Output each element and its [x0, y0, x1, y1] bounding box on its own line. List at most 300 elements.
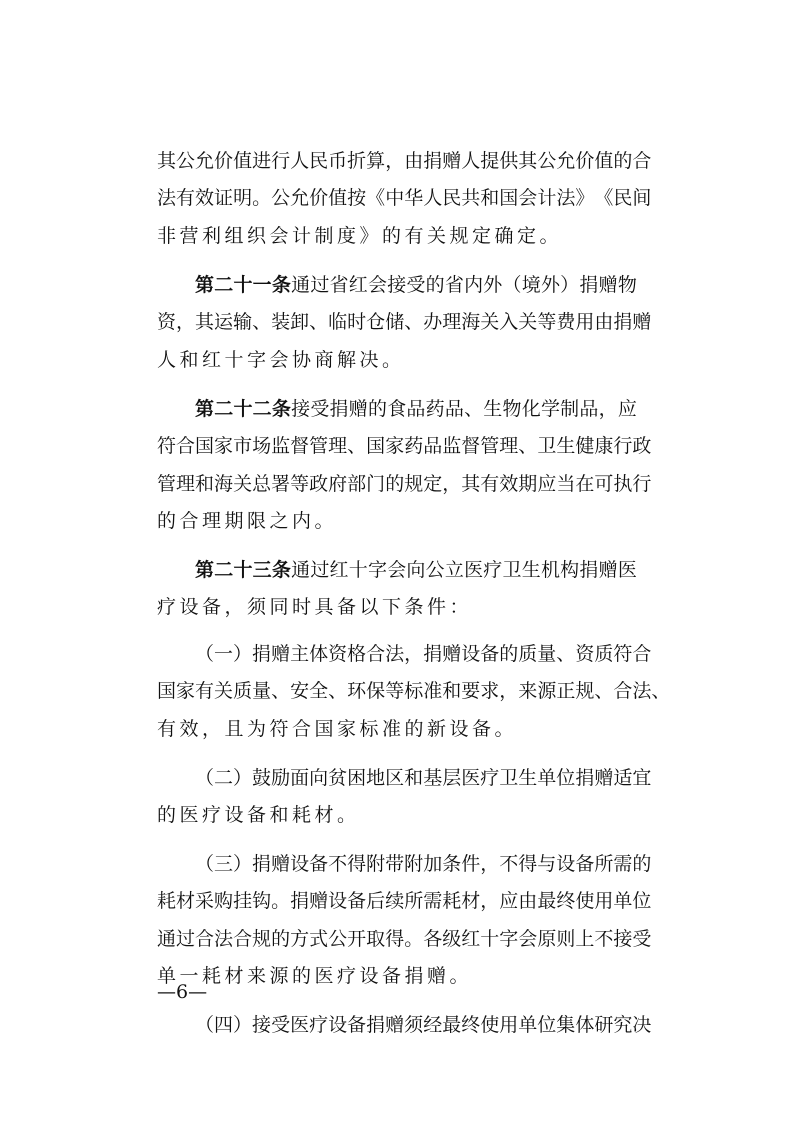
glyph: 疗 [480, 767, 500, 789]
glyph: 量 [252, 680, 272, 702]
glyph: 价 [309, 187, 329, 209]
glyph: 适 [613, 767, 633, 789]
glyph: 效 [499, 473, 519, 495]
glyph: 接 [387, 274, 407, 296]
glyph: 二 [252, 398, 272, 420]
glyph: 赠 [598, 559, 618, 581]
glyph: 备 [480, 643, 500, 665]
glyph: 捐 [423, 643, 443, 665]
glyph: 质 [518, 643, 538, 665]
glyph: 设 [290, 853, 310, 875]
glyph: 二 [214, 398, 234, 420]
glyph: 医 [461, 767, 481, 789]
glyph: 赠 [271, 853, 291, 875]
glyph: 家 [214, 435, 234, 457]
glyph: 应 [617, 398, 637, 420]
glyph: 求 [480, 680, 500, 702]
glyph: 面 [290, 767, 310, 789]
glyph: 进 [252, 150, 272, 172]
glyph: 管 [157, 473, 177, 495]
glyph: 等 [537, 311, 557, 333]
glyph: 向 [309, 767, 329, 789]
glyph: 规 [575, 680, 595, 702]
glyph: 购 [214, 890, 234, 912]
glyph: （ [195, 1014, 215, 1036]
glyph: ） [233, 1014, 253, 1036]
glyph: 准 [423, 680, 443, 702]
glyph: 所 [594, 853, 614, 875]
glyph: 机 [540, 559, 560, 581]
glyph: 耗 [157, 890, 177, 912]
glyph: 法 [556, 187, 576, 209]
glyph: 品 [423, 435, 443, 457]
glyph: 集 [556, 1014, 576, 1036]
glyph: 环 [347, 680, 367, 702]
glyph: 和 [442, 680, 462, 702]
glyph: 和 [195, 473, 215, 495]
glyph: 不 [328, 853, 348, 875]
glyph: 合 [632, 150, 652, 172]
glyph: 其 [518, 150, 538, 172]
glyph: 国 [195, 435, 215, 457]
glyph: 按 [347, 187, 367, 209]
glyph: 不 [594, 928, 614, 950]
glyph: 药 [404, 435, 424, 457]
glyph: 十 [348, 559, 368, 581]
glyph: 法 [385, 643, 405, 665]
glyph: 理 [328, 435, 348, 457]
glyph: 药 [425, 398, 445, 420]
glyph: 需 [613, 853, 633, 875]
text-line [0, 307, 793, 337]
glyph: 等 [385, 680, 405, 702]
glyph: 捐 [579, 559, 599, 581]
glyph: 、 [404, 311, 424, 333]
glyph: 用 [594, 890, 614, 912]
glyph: 定 [423, 473, 443, 495]
glyph: 明 [233, 187, 253, 209]
glyph: 监 [271, 435, 291, 457]
glyph: 赠 [442, 150, 462, 172]
glyph: 健 [575, 435, 595, 457]
glyph: 保 [366, 680, 386, 702]
glyph: 民 [442, 187, 462, 209]
glyph: 、 [252, 311, 272, 333]
glyph: 材 [176, 890, 196, 912]
glyph: 使 [575, 890, 595, 912]
glyph: 困 [347, 767, 367, 789]
glyph: 关 [214, 680, 234, 702]
glyph: 红 [329, 559, 349, 581]
glyph: 门 [366, 473, 386, 495]
glyph: 附 [366, 853, 386, 875]
glyph: 值 [328, 187, 348, 209]
glyph: 一 [252, 274, 272, 296]
text-line [0, 394, 793, 424]
glyph: （ [195, 767, 215, 789]
glyph: 境 [521, 274, 541, 296]
glyph: 赠 [385, 1014, 405, 1036]
glyph: 装 [271, 311, 291, 333]
text-line [0, 469, 793, 499]
glyph: 第 [195, 559, 215, 581]
glyph: 国 [499, 187, 519, 209]
glyph: 公 [537, 150, 557, 172]
glyph: 赠 [271, 643, 291, 665]
glyph: （ [195, 643, 215, 665]
glyph: 正 [556, 680, 576, 702]
glyph: 的 [385, 473, 405, 495]
glyph: 督 [290, 435, 310, 457]
glyph: 最 [442, 1014, 462, 1036]
glyph: 过 [176, 928, 196, 950]
glyph: ， [480, 890, 500, 912]
glyph: 、 [328, 680, 348, 702]
glyph: 与 [537, 853, 557, 875]
glyph: 食 [387, 398, 407, 420]
glyph: 励 [271, 767, 291, 789]
glyph: 医 [617, 559, 637, 581]
text-line [0, 639, 793, 669]
glyph: 府 [328, 473, 348, 495]
glyph: 。 [271, 890, 291, 912]
glyph: 符 [157, 435, 177, 457]
glyph: 用 [575, 311, 595, 333]
glyph: 管 [309, 435, 329, 457]
glyph: 级 [442, 928, 462, 950]
glyph: 十 [233, 398, 253, 420]
glyph: 监 [442, 435, 462, 457]
glyph: 得 [518, 853, 538, 875]
glyph: 临 [328, 311, 348, 333]
glyph: 方 [290, 928, 310, 950]
glyph: 生 [556, 435, 576, 457]
text-line: 单一耗材来源的医疗设备捐赠。 [157, 965, 473, 987]
glyph: 最 [537, 890, 557, 912]
glyph: 计 [537, 187, 557, 209]
glyph: 关 [480, 311, 500, 333]
glyph: 会 [518, 928, 538, 950]
glyph: 终 [461, 1014, 481, 1036]
glyph: 件 [461, 853, 481, 875]
glyph: 可 [594, 473, 614, 495]
glyph: 来 [518, 680, 538, 702]
glyph: 受 [271, 1014, 291, 1036]
text-line [0, 924, 793, 954]
glyph: 其 [461, 473, 481, 495]
glyph: 第 [195, 398, 215, 420]
glyph: 会 [387, 559, 407, 581]
glyph: 合 [632, 643, 652, 665]
glyph: 后 [366, 890, 386, 912]
glyph: 位 [556, 767, 576, 789]
glyph: 赠 [632, 311, 652, 333]
glyph: 鼓 [252, 767, 272, 789]
glyph: 、 [651, 680, 671, 702]
glyph: 钩 [252, 890, 272, 912]
glyph: 资 [328, 643, 348, 665]
glyph: 华 [404, 187, 424, 209]
glyph: 备 [309, 853, 329, 875]
glyph: 允 [556, 150, 576, 172]
glyph: 条 [271, 274, 291, 296]
glyph: 采 [195, 890, 215, 912]
text-line: 的合理期限之内。 [157, 510, 338, 532]
glyph: 则 [556, 928, 576, 950]
text-line [0, 183, 793, 213]
glyph: 全 [309, 680, 329, 702]
glyph: 在 [575, 473, 595, 495]
glyph: ， [598, 398, 618, 420]
glyph: 会 [367, 274, 387, 296]
glyph: 设 [328, 1014, 348, 1036]
glyph: 受 [310, 398, 330, 420]
glyph: 主 [290, 643, 310, 665]
glyph: 挂 [233, 890, 253, 912]
glyph: 备 [575, 853, 595, 875]
glyph: 层 [442, 767, 462, 789]
glyph: 过 [310, 559, 330, 581]
glyph: 总 [252, 473, 272, 495]
glyph: 卫 [537, 435, 557, 457]
glyph: 政 [632, 435, 652, 457]
glyph: 》 [575, 187, 595, 209]
glyph: 会 [518, 187, 538, 209]
glyph: 品 [444, 398, 464, 420]
glyph: 值 [233, 150, 253, 172]
glyph: 供 [499, 150, 519, 172]
glyph: 学 [540, 398, 560, 420]
glyph: 储 [385, 311, 405, 333]
glyph: 捐 [252, 643, 272, 665]
glyph: 公 [425, 559, 445, 581]
glyph: 政 [309, 473, 329, 495]
glyph: 所 [404, 890, 424, 912]
glyph: 字 [367, 559, 387, 581]
glyph: 接 [613, 928, 633, 950]
glyph: 期 [518, 473, 538, 495]
glyph: 字 [499, 928, 519, 950]
glyph: 生 [521, 559, 541, 581]
glyph: 医 [290, 1014, 310, 1036]
glyph: 过 [310, 274, 330, 296]
glyph: 卸 [290, 311, 310, 333]
glyph: 理 [499, 435, 519, 457]
glyph: 等 [290, 473, 310, 495]
glyph: 关 [233, 473, 253, 495]
glyph: 品 [579, 398, 599, 420]
glyph: 允 [290, 187, 310, 209]
glyph: 规 [252, 928, 272, 950]
glyph: 格 [347, 643, 367, 665]
glyph: ， [385, 150, 405, 172]
glyph: 接 [252, 1014, 272, 1036]
text-line [0, 676, 793, 706]
glyph: 办 [423, 311, 443, 333]
glyph: 耗 [442, 890, 462, 912]
glyph: 《 [366, 187, 386, 209]
glyph: 一 [214, 643, 234, 665]
text-line: 非营利组织会计制度》的有关规定确定。 [157, 225, 563, 247]
glyph: 效 [195, 187, 215, 209]
glyph: 红 [461, 928, 481, 950]
glyph: 卫 [499, 767, 519, 789]
glyph: 的 [367, 398, 387, 420]
glyph: 开 [347, 928, 367, 950]
glyph: 需 [423, 890, 443, 912]
glyph: 时 [347, 311, 367, 333]
glyph: 原 [537, 928, 557, 950]
glyph: 通 [291, 274, 311, 296]
glyph: 当 [556, 473, 576, 495]
glyph: 资 [575, 643, 595, 665]
glyph: 决 [632, 1014, 652, 1036]
glyph: 质 [233, 680, 253, 702]
glyph: 设 [556, 853, 576, 875]
glyph: 源 [537, 680, 557, 702]
glyph: 质 [594, 643, 614, 665]
glyph: 民 [613, 187, 633, 209]
glyph: 二 [214, 767, 234, 789]
glyph: 十 [233, 559, 253, 581]
glyph: 疗 [483, 559, 503, 581]
glyph: 制 [560, 398, 580, 420]
glyph: 输 [233, 311, 253, 333]
glyph: ， [404, 643, 424, 665]
glyph: 费 [556, 311, 576, 333]
glyph: 向 [406, 559, 426, 581]
glyph: 、 [464, 398, 484, 420]
text-line [0, 431, 793, 461]
glyph: 合 [366, 643, 386, 665]
glyph: 中 [385, 187, 405, 209]
glyph: 区 [385, 767, 405, 789]
glyph: 人 [423, 187, 443, 209]
glyph: 上 [575, 928, 595, 950]
text-line [0, 886, 793, 916]
glyph: 构 [560, 559, 580, 581]
glyph: 二 [214, 274, 234, 296]
glyph: 其 [157, 150, 177, 172]
glyph: ） [233, 853, 253, 875]
glyph: 备 [347, 890, 367, 912]
glyph: 的 [632, 853, 652, 875]
glyph: 理 [176, 473, 196, 495]
glyph: 入 [499, 311, 519, 333]
glyph: 材 [461, 890, 481, 912]
glyph: 应 [537, 473, 557, 495]
glyph: 市 [233, 435, 253, 457]
glyph: 体 [575, 1014, 595, 1036]
glyph: 条 [271, 398, 291, 420]
glyph: 公 [328, 928, 348, 950]
glyph: ， [442, 473, 462, 495]
glyph: ） [560, 274, 580, 296]
text-line: 的医疗设备和耗材。 [157, 804, 360, 826]
glyph: 运 [214, 311, 234, 333]
glyph: 捐 [329, 398, 349, 420]
glyph: 赠 [348, 398, 368, 420]
glyph: 位 [632, 890, 652, 912]
glyph: 家 [385, 435, 405, 457]
glyph: 币 [328, 150, 348, 172]
glyph: 由 [404, 150, 424, 172]
glyph: 备 [347, 1014, 367, 1036]
glyph: 赠 [442, 643, 462, 665]
glyph: ） [233, 643, 253, 665]
glyph: 外 [540, 274, 560, 296]
glyph: 三 [252, 559, 272, 581]
glyph: 第 [195, 274, 215, 296]
glyph: 单 [537, 767, 557, 789]
glyph: 条 [442, 853, 462, 875]
glyph: 二 [214, 559, 234, 581]
glyph: 位 [537, 1014, 557, 1036]
glyph: （ [502, 274, 522, 296]
glyph: 署 [271, 473, 291, 495]
glyph: 、 [594, 680, 614, 702]
glyph: 国 [366, 435, 386, 457]
page-number: —6— [157, 981, 208, 1003]
glyph: 行 [613, 435, 633, 457]
glyph: 的 [425, 274, 445, 296]
glyph: 由 [518, 890, 538, 912]
glyph: 督 [461, 435, 481, 457]
glyph: 接 [291, 398, 311, 420]
glyph: 的 [499, 643, 519, 665]
glyph: ， [499, 680, 519, 702]
glyph: 安 [290, 680, 310, 702]
glyph: 。 [252, 187, 272, 209]
glyph: 须 [404, 1014, 424, 1036]
glyph: 合 [233, 928, 253, 950]
glyph: 法 [157, 187, 177, 209]
glyph: 医 [464, 559, 484, 581]
glyph: 《 [594, 187, 614, 209]
text-line: 人和红十字会协商解决。 [157, 349, 405, 371]
glyph: 规 [404, 473, 424, 495]
glyph: 有 [195, 680, 215, 702]
glyph: 不 [499, 853, 519, 875]
glyph: 的 [613, 150, 633, 172]
glyph: 和 [480, 187, 500, 209]
glyph: 赠 [309, 890, 329, 912]
glyph: 得 [385, 928, 405, 950]
glyph: 有 [480, 473, 500, 495]
glyph: 十 [480, 928, 500, 950]
glyph: 国 [157, 680, 177, 702]
glyph: 公 [176, 150, 196, 172]
glyph: 式 [309, 928, 329, 950]
glyph: 应 [499, 890, 519, 912]
glyph: 十 [233, 274, 253, 296]
glyph: 关 [518, 311, 538, 333]
glyph: 设 [461, 643, 481, 665]
glyph: 外 [483, 274, 503, 296]
glyph: 基 [423, 767, 443, 789]
glyph: 提 [480, 150, 500, 172]
glyph: 价 [575, 150, 595, 172]
glyph: 理 [442, 311, 462, 333]
glyph: 捐 [423, 150, 443, 172]
glyph: 资 [157, 311, 177, 333]
glyph: 捐 [575, 767, 595, 789]
glyph: 行 [271, 150, 291, 172]
glyph: 附 [404, 853, 424, 875]
glyph: （ [195, 853, 215, 875]
glyph: 其 [195, 311, 215, 333]
glyph: 化 [521, 398, 541, 420]
